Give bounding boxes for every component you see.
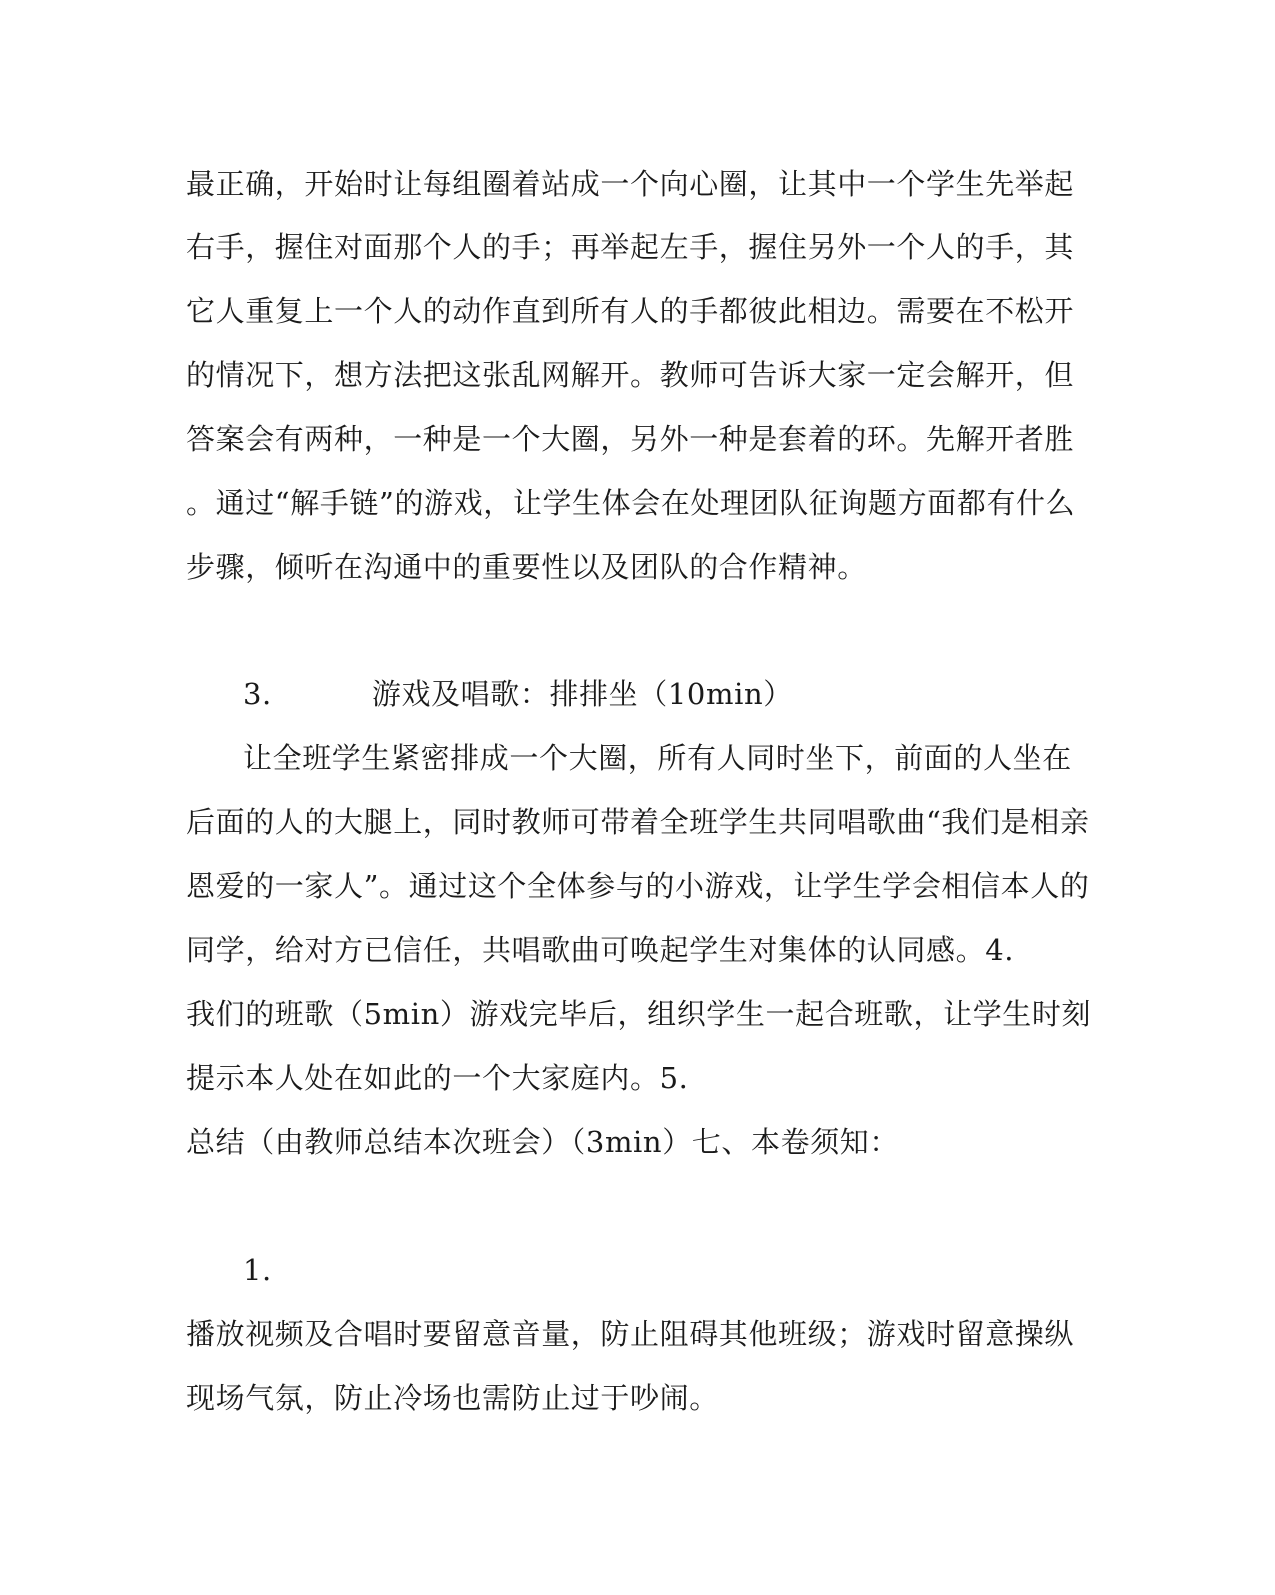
paragraph2-line-3: 恩爱的一家人”。通过这个全体参与的小游戏，让学生学会相信本人的 bbox=[186, 869, 1090, 903]
paragraph1-line-4: 的情况下，想方法把这张乱网解开。教师可告诉大家一定会解开，但 bbox=[186, 358, 1075, 392]
paragraph2-line-1: 让全班学生紧密排成一个大圈，所有人同时坐下，前面的人坐在 bbox=[243, 741, 1072, 775]
paragraph2-line-4: 同学，给对方已信任，共唱歌曲可唤起学生对集体的认同感。4. bbox=[186, 933, 1015, 967]
paragraph2-line-6: 提示本人处在如此的一个大家庭内。5. bbox=[186, 1061, 689, 1095]
section-3-number: 3. bbox=[243, 677, 272, 711]
paragraph1-line-3: 它人重复上一个人的动作直到所有人的手都彼此相边。需要在不松开 bbox=[186, 294, 1075, 328]
paragraph1-line-6: 。通过“解手链”的游戏，让学生体会在处理团队征询题方面都有什么 bbox=[186, 486, 1076, 520]
paragraph1-line-7: 步骤，倾听在沟通中的重要性以及团队的合作精神。 bbox=[186, 550, 867, 584]
paragraph1-line-2: 右手，握住对面那个人的手；再举起左手，握住另外一个人的手，其 bbox=[186, 230, 1075, 264]
item-1-number: 1. bbox=[243, 1253, 272, 1287]
paragraph2-line-2: 后面的人的大腿上，同时教师可带着全班学生共同唱歌曲“我们是相亲 bbox=[186, 805, 1090, 839]
section-3-title: 游戏及唱歌：排排坐（10min） bbox=[371, 677, 793, 711]
paragraph1-line-5: 答案会有两种，一种是一个大圈，另外一种是套着的环。先解开者胜 bbox=[186, 422, 1075, 456]
paragraph3-line-1: 播放视频及合唱时要留意音量，防止阻碍其他班级；游戏时留意操纵 bbox=[186, 1317, 1075, 1351]
paragraph2-line-5: 我们的班歌（5min）游戏完毕后，组织学生一起合班歌，让学生时刻 bbox=[186, 997, 1092, 1031]
paragraph2-line-7: 总结（由教师总结本次班会）（3min）七、本卷须知： bbox=[186, 1125, 900, 1159]
paragraph3-line-2: 现场气氛，防止冷场也需防止过于吵闹。 bbox=[186, 1381, 719, 1415]
paragraph1-line-1: 最正确，开始时让每组圈着站成一个向心圈，让其中一个学生先举起 bbox=[186, 167, 1075, 201]
section-3-heading bbox=[243, 676, 793, 712]
